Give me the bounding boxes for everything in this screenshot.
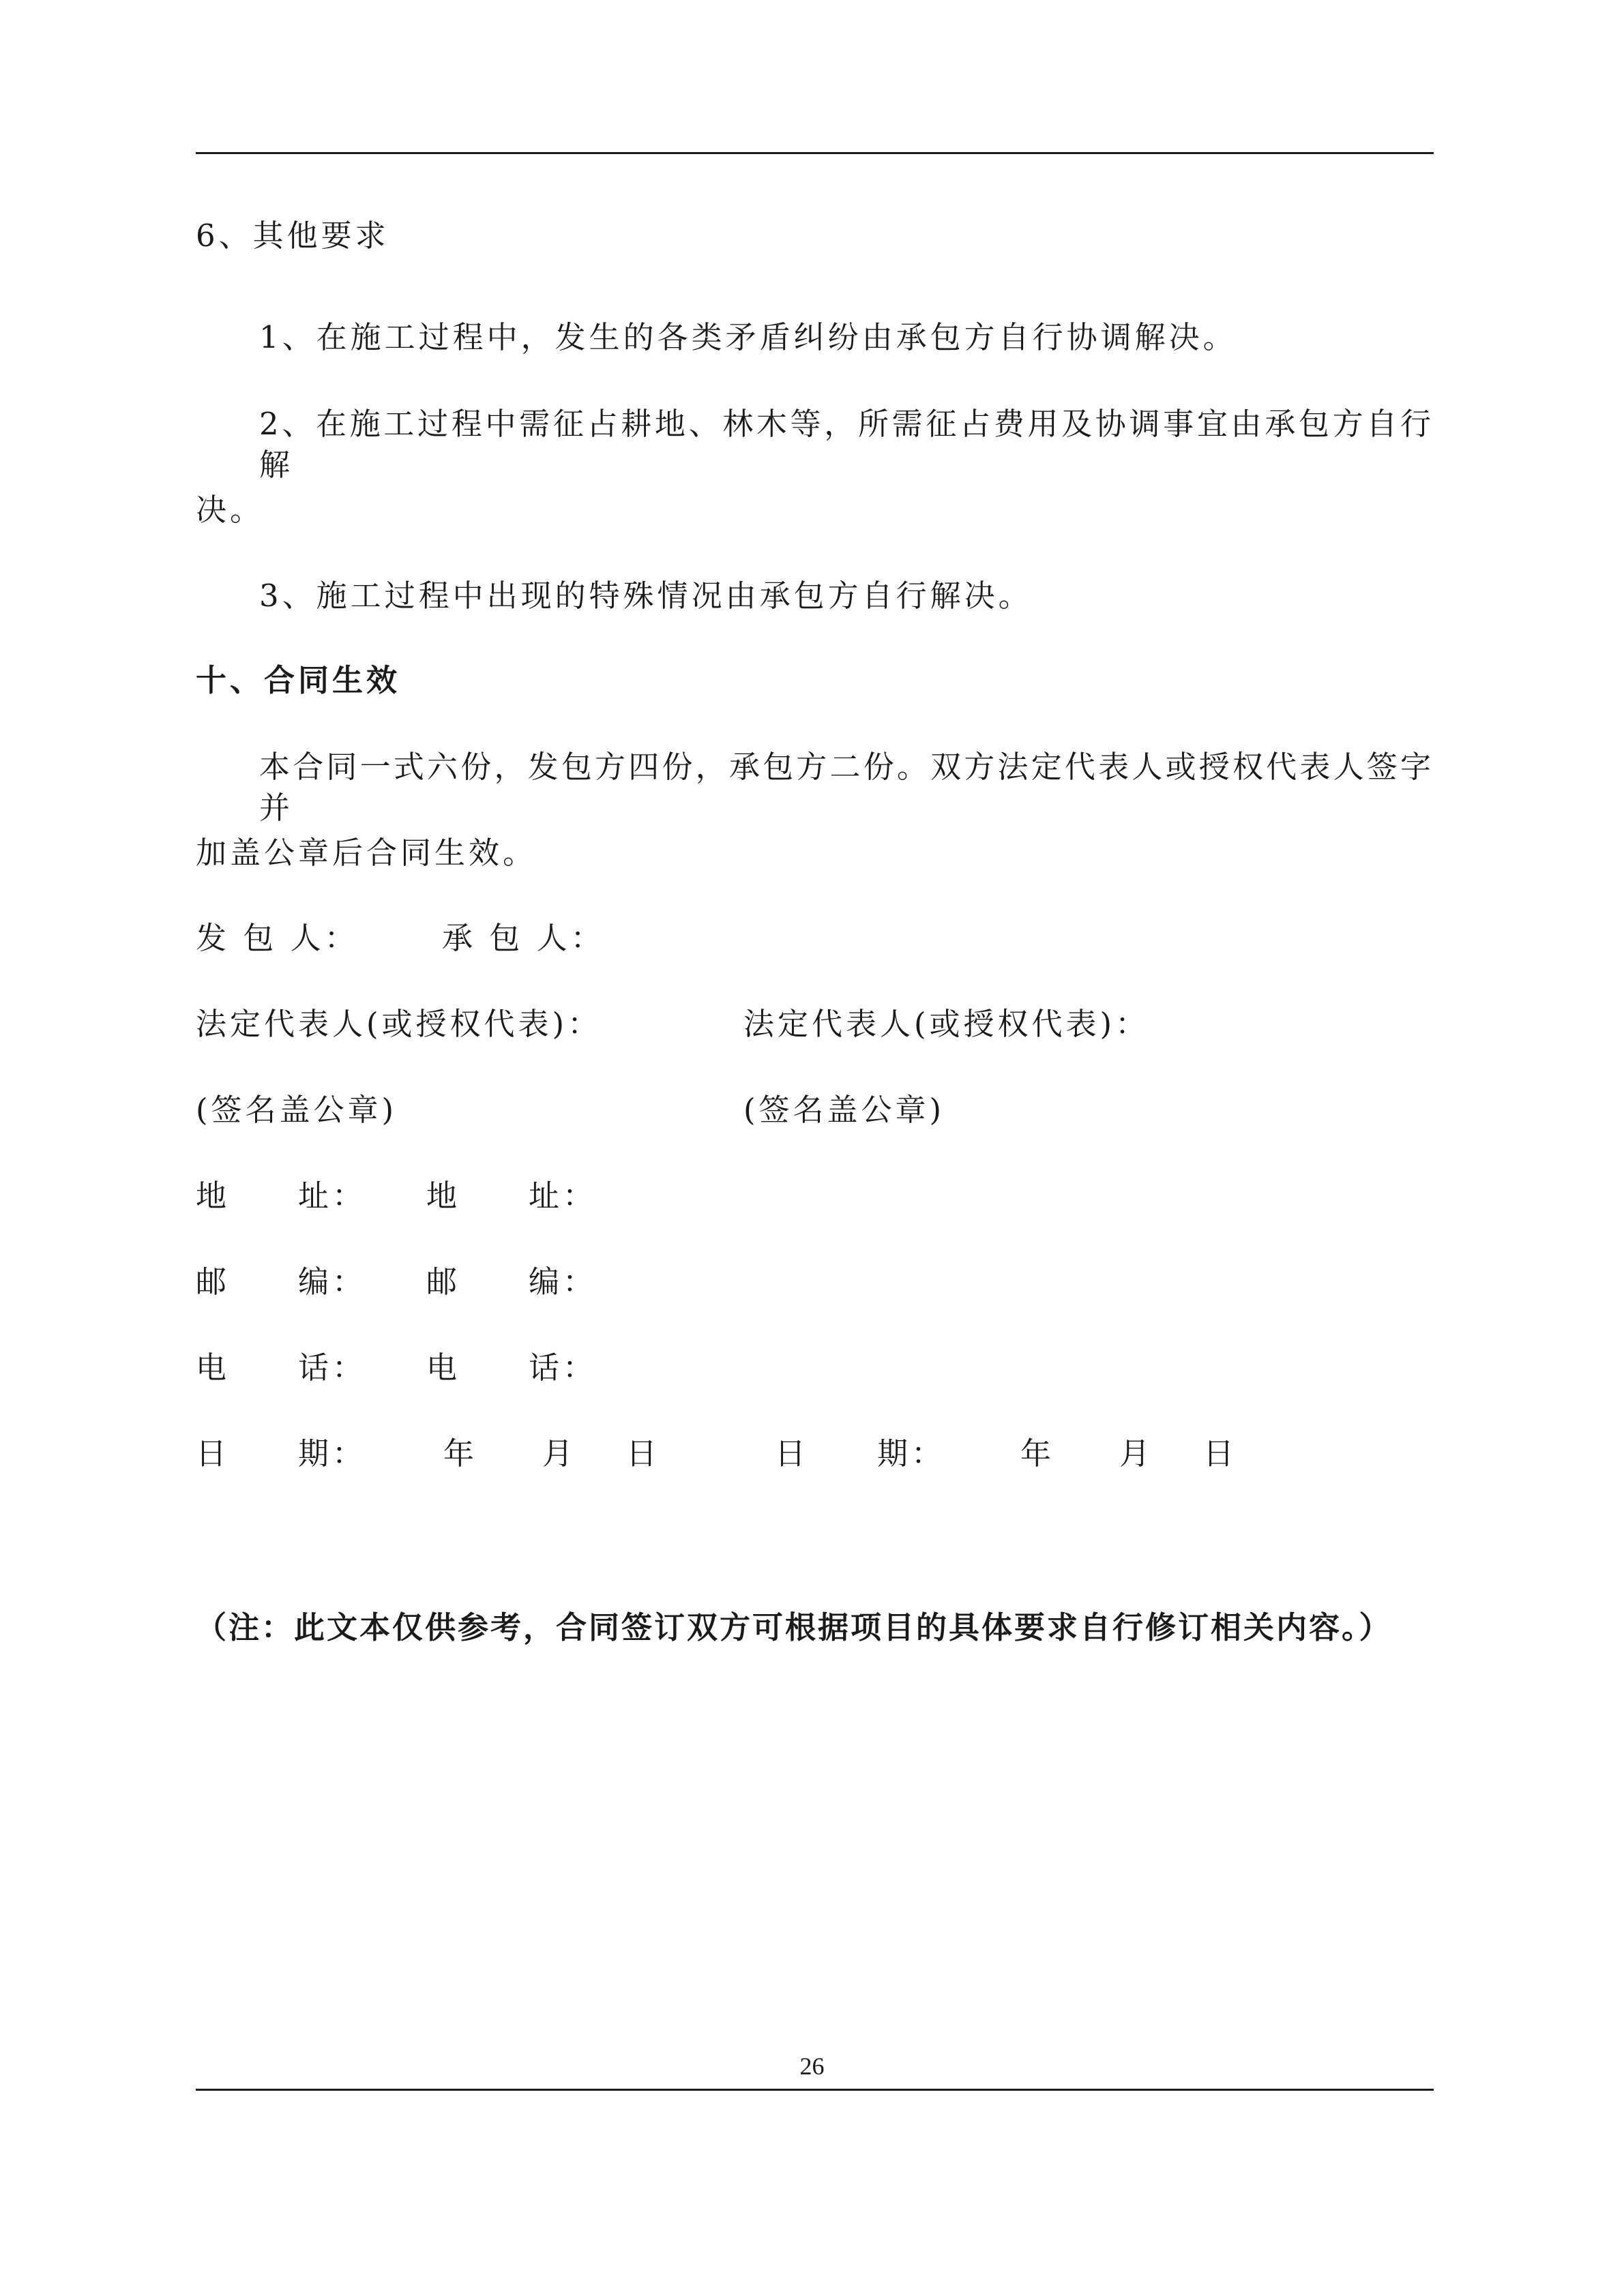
page-number: 26	[799, 2053, 825, 2080]
party-a-date-day: 日	[626, 1435, 661, 1472]
header-rule	[196, 152, 1434, 154]
party-a-representative-label: 法定代表人(或授权代表)：	[196, 1006, 602, 1042]
party-a-address-label: 地 址：	[196, 1178, 367, 1214]
party-b-phone-label: 电 话：	[426, 1350, 597, 1386]
party-a-phone-label: 电 话：	[196, 1350, 367, 1386]
requirement-item-2: 2、在施工过程中需征占耕地、林木等，所需征占费用及协调事宜由承包方自行解	[259, 406, 1434, 483]
party-b-label: 承 包 人：	[442, 920, 605, 956]
party-a-seal-note: (签名盖公章)	[196, 1092, 398, 1128]
party-b-postcode-label: 邮 编：	[426, 1264, 597, 1300]
party-b-date-month: 月	[1119, 1435, 1154, 1472]
party-b-date-year: 年	[1020, 1435, 1055, 1472]
party-a-date-month: 月	[542, 1435, 577, 1472]
chapter-heading-contract-effect: 十、合同生效	[196, 662, 401, 698]
party-a-date-year: 年	[443, 1435, 478, 1472]
party-b-date-day: 日	[1203, 1435, 1238, 1472]
effect-paragraph-line-1: 本合同一式六份，发包方四份，承包方二份。双方法定代表人或授权代表人签字并	[259, 749, 1434, 826]
party-b-representative-label: 法定代表人(或授权代表)：	[743, 1006, 1150, 1042]
party-a-date-label: 日 期：	[196, 1435, 367, 1472]
reference-note: （注：此文本仅供参考，合同签订双方可根据项目的具体要求自行修订相关内容。）	[196, 1609, 1392, 1645]
section-heading-other-requirements: 6、其他要求	[196, 218, 389, 254]
requirement-item-2-continuation: 决。	[196, 492, 265, 528]
party-a-label: 发 包 人：	[196, 920, 359, 956]
party-a-postcode-label: 邮 编：	[196, 1264, 367, 1300]
footer-rule	[196, 2089, 1434, 2091]
party-b-date-label: 日 期：	[775, 1435, 946, 1472]
party-b-address-label: 地 址：	[426, 1178, 597, 1214]
effect-paragraph-line-2: 加盖公章后合同生效。	[196, 835, 537, 871]
requirement-item-1: 1、在施工过程中，发生的各类矛盾纠纷由承包方自行协调解决。	[259, 319, 1237, 355]
party-b-seal-note: (签名盖公章)	[743, 1092, 945, 1128]
requirement-item-3: 3、施工过程中出现的特殊情况由承包方自行解决。	[259, 578, 1033, 614]
